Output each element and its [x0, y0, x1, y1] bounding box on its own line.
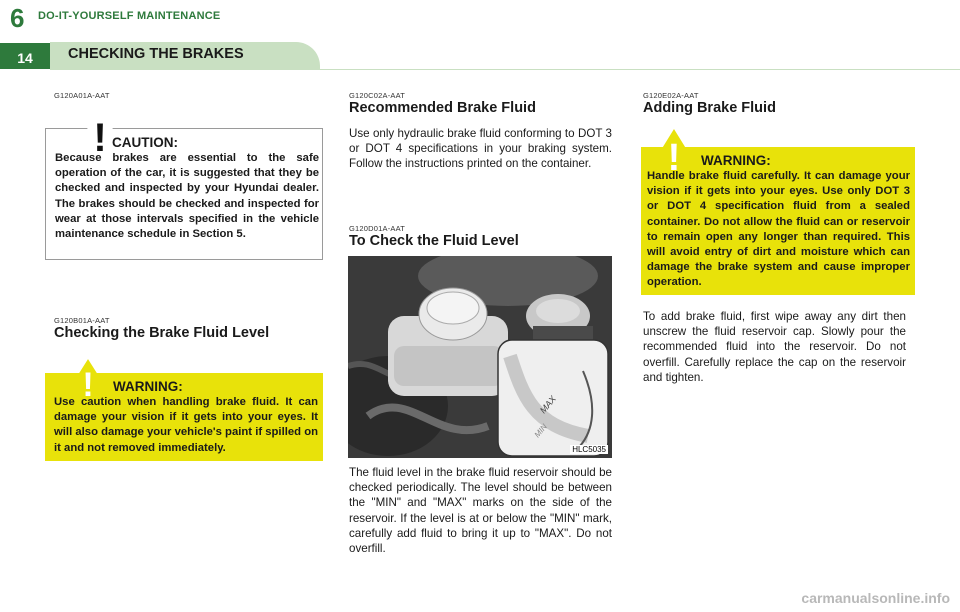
right-warning-text: Handle brake fluid carefully. It can damage your vision if it gets into your eyes. Use only DOT 3 or DOT 4 specification fluid from a sealed container. Do not allow the fluid can or reservoir to remain open any longer than required. This will avoid entry of dirt and moisture which can damage the brake system and cause improper operation.: [647, 170, 910, 289]
chapter-title: DO-IT-YOURSELF MAINTENANCE: [38, 10, 221, 22]
to-check-heading: To Check the Fluid Level: [349, 233, 519, 249]
svg-text:!: !: [93, 116, 107, 155]
page-number: 14: [0, 43, 50, 69]
watermark: carmanualsonline.info: [801, 590, 950, 606]
warning-icon: [647, 129, 701, 173]
caution-code: G120A01A-AAT: [54, 91, 110, 100]
recommended-text: Use only hydraulic brake fluid conforming to DOT 3 or DOT 4 specifications in your braking system. Follow the instructions printed on the container.: [349, 127, 612, 171]
engine-bay-illustration: [348, 256, 612, 458]
page-header: [0, 0, 960, 70]
to-check-text: The fluid level in the brake fluid reservoir should be checked periodically. The level should be between the "MIN" and "MAX" marks on the side of the reservoir. If the level is at or below the "MIN" mark, carefully add fluid to bring it up to "MAX". Do not overfill.: [349, 466, 612, 556]
warning-icon: [63, 359, 113, 399]
header-divider: [50, 69, 960, 70]
left-warning-box: [45, 366, 323, 461]
caution-box: [45, 116, 323, 260]
svg-text:MIN: MIN: [532, 422, 549, 440]
chapter-number: 6: [10, 3, 25, 33]
adding-text: To add brake fluid, first wipe away any dirt then unscrew the fluid reservoir cap. Slowly pour the recommended fluid into the reservoir. Do not overfill. Carefully replace the cap on the reservoir and tighten.: [643, 310, 906, 384]
svg-text:MAX: MAX: [537, 393, 559, 416]
checking-level-heading: Checking the Brake Fluid Level: [54, 325, 270, 341]
caution-title: CAUTION:: [112, 135, 178, 150]
right-warning-box: [641, 137, 915, 295]
left-warning-text: Use caution when handling brake fluid. It can damage your vision if it gets into your eyes. It will also damage your vehicle's paint if spilled on it and not removed immediately.: [54, 396, 318, 454]
adding-code: G120E02A-AAT: [643, 91, 699, 100]
svg-text:!: !: [667, 137, 681, 173]
to-check-code: G120D01A-AAT: [349, 224, 406, 233]
adding-heading: Adding Brake Fluid: [643, 100, 776, 116]
recommended-code: G120C02A-AAT: [349, 91, 406, 100]
svg-text:!: !: [82, 366, 94, 399]
right-warning-title: WARNING:: [701, 153, 771, 168]
caution-text: Because brakes are essential to the safe operation of the car, it is suggested that they be checked and inspected by your Hyundai dealer. The brakes should be checked and inspected for wear at those intervals specified in the vehicle maintenance schedule in Section 5.: [55, 152, 319, 241]
photo-code: HLC5035: [572, 445, 606, 454]
section-title: CHECKING THE BRAKES: [68, 46, 244, 62]
left-warning-title: WARNING:: [113, 379, 183, 394]
recommended-heading: Recommended Brake Fluid: [349, 100, 536, 116]
brake-reservoir-photo: [348, 256, 612, 458]
checking-level-code: G120B01A-AAT: [54, 316, 110, 325]
